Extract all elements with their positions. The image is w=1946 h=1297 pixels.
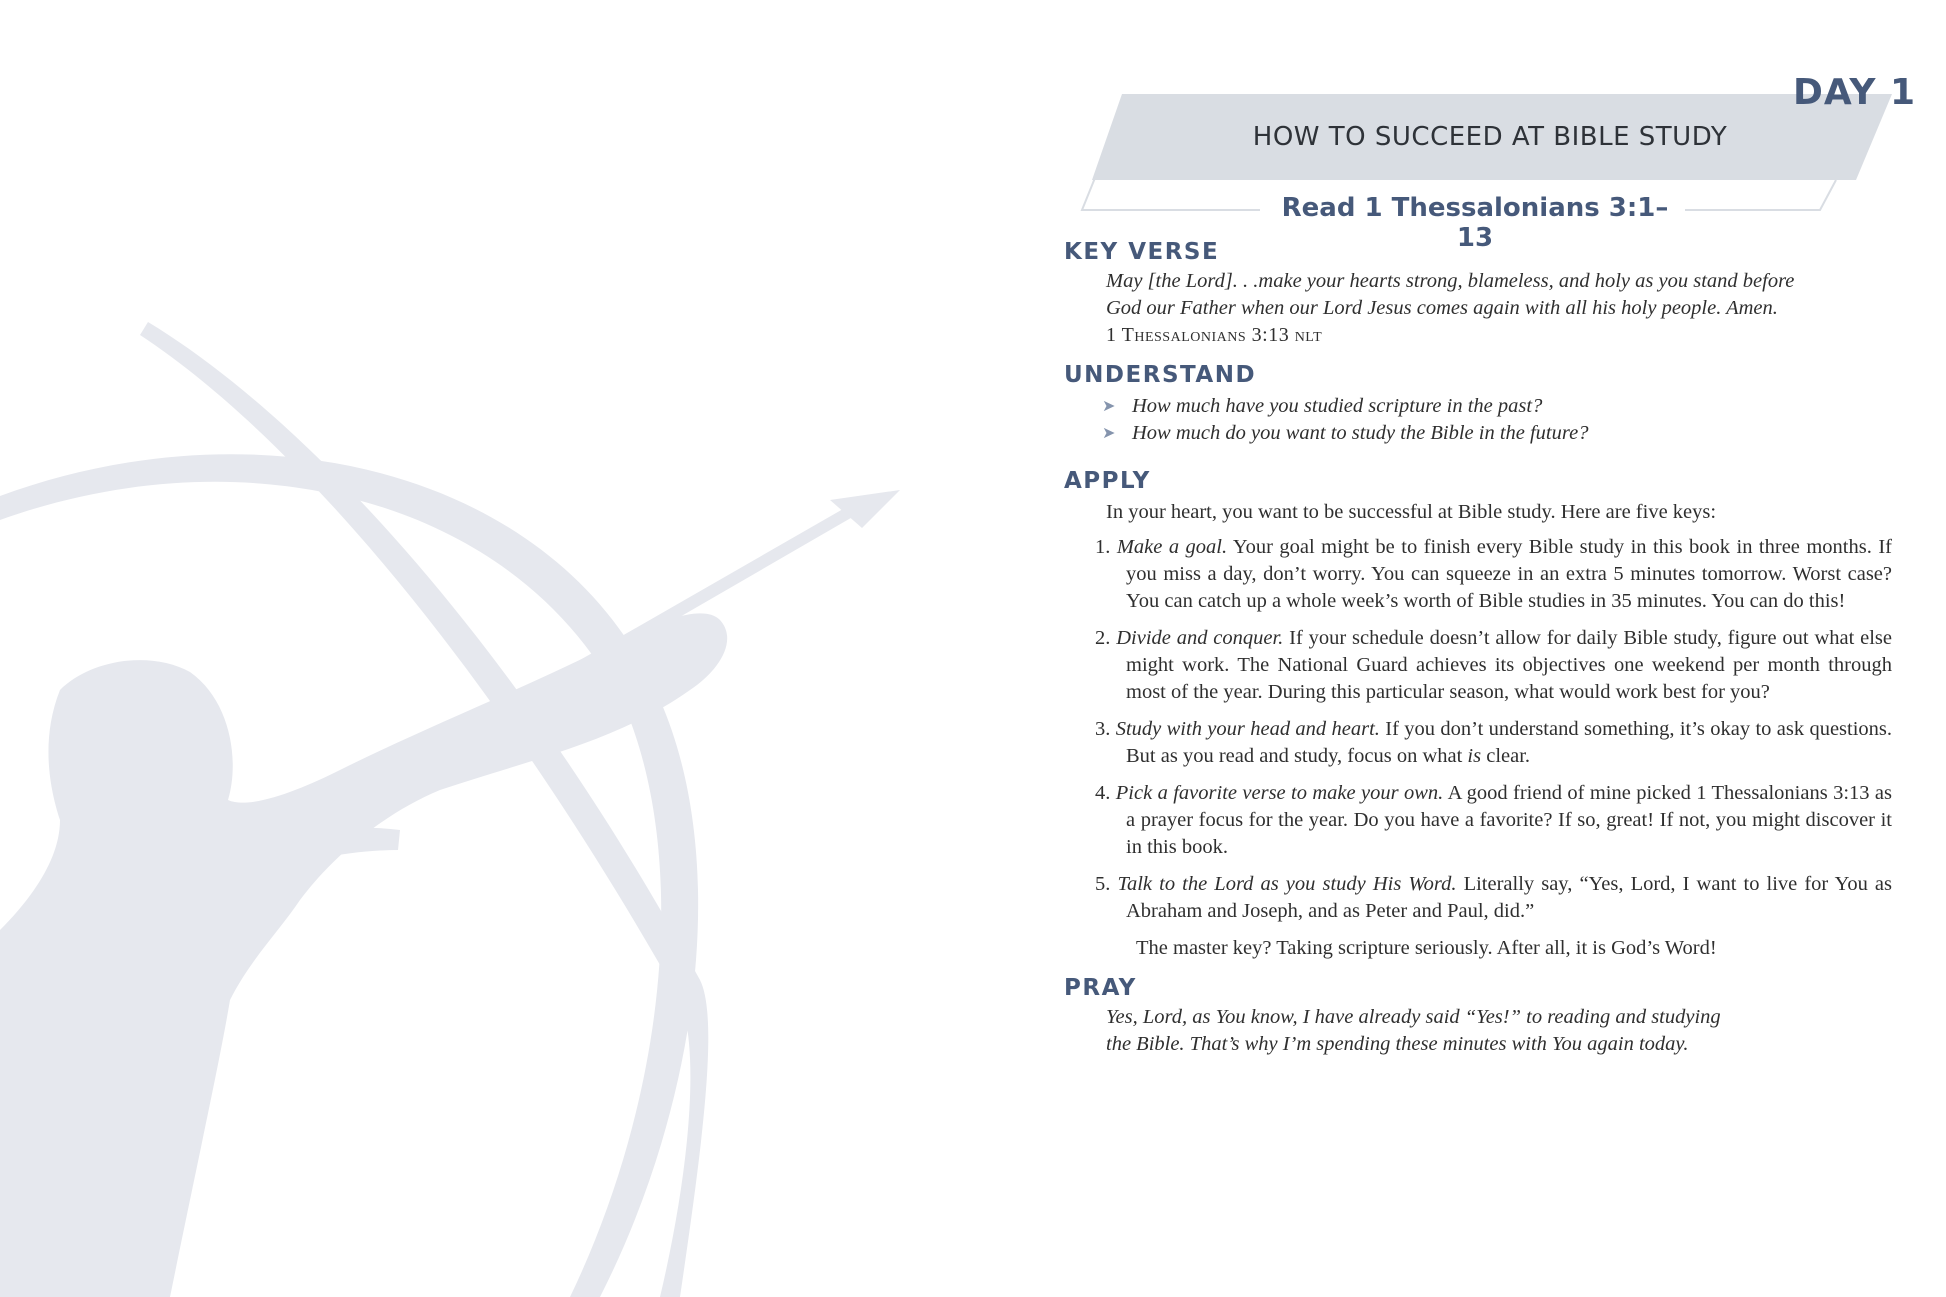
study-title: HOW TO SUCCEED AT BIBLE STUDY bbox=[1252, 122, 1728, 152]
reading-reference: Read 1 Thessalonians 3:1–13 bbox=[1265, 193, 1685, 253]
study-content bbox=[1064, 236, 1892, 1068]
apply-intro: In your heart, you want to be successful at Bible study. Here are five keys: bbox=[1106, 501, 1717, 523]
master-key-text: The master key? Taking scripture seriously. After all, it is God’s Word! bbox=[1136, 937, 1717, 959]
arrow-bullet-icon: ➤ bbox=[1102, 425, 1116, 442]
list-item: ➤ How much have you studied scripture in the past? bbox=[1102, 393, 1892, 420]
list-item: 1. Make a goal. Your goal might be to finish every Bible study in this book in three months. If you miss a day, don’t worry. You can squeeze in an extra 5 minutes tomorrow. Worst case? You can catch up a whole week’s worth of Bible studies in 35 minutes. You can do this! bbox=[1095, 536, 1892, 612]
understand-heading: UNDERSTAND bbox=[1064, 362, 1257, 388]
key-verse-section bbox=[1064, 236, 1892, 349]
keys-list bbox=[1064, 534, 1892, 925]
understand-section bbox=[1064, 359, 1892, 447]
apply-heading: APPLY bbox=[1064, 468, 1151, 494]
prayer-line-1: Yes, Lord, as You know, I have already said “Yes!” to reading and studying bbox=[1106, 1006, 1721, 1028]
list-item: ➤ How much do you want to study the Bible in the future? bbox=[1102, 420, 1892, 447]
key-verse-reference: 1 Thessalonians 3:13 nlt bbox=[1106, 324, 1323, 346]
archer-illustration bbox=[0, 0, 960, 1297]
study-page bbox=[1050, 0, 1946, 1297]
pray-section bbox=[1064, 972, 1892, 1058]
pray-heading: PRAY bbox=[1064, 975, 1137, 1001]
key-verse-heading: KEY VERSE bbox=[1064, 239, 1220, 265]
key-verse-line-1: May [the Lord]. . .make your hearts strong, blameless, and holy as you stand before bbox=[1106, 270, 1795, 292]
list-item: 5. Talk to the Lord as you study His Word. Literally say, “Yes, Lord, I want to live for You as Abraham and Joseph, and as Peter and Paul, did.” bbox=[1095, 873, 1893, 922]
list-item: 4. Pick a favorite verse to make your own. A good friend of mine picked 1 Thessalonians 3:13 as a prayer focus for the year. Do you have a favorite? If so, great! If not, you might discover it in this book. bbox=[1095, 782, 1892, 858]
day-label: DAY 1 bbox=[1793, 72, 1916, 113]
arrow-bullet-icon: ➤ bbox=[1102, 398, 1116, 415]
apply-section bbox=[1064, 465, 1892, 962]
list-item: 2. Divide and conquer. If your schedule doesn’t allow for daily Bible study, figure out what else might work. The National Guard achieves its objectives one weekend per month through most of the year. During this particular season, what would work best for you? bbox=[1095, 627, 1893, 703]
list-item: 3. Study with your head and heart. If you don’t understand something, it’s okay to ask questions. But as you read and study, focus on what is clear. bbox=[1095, 718, 1893, 767]
prayer-line-2: the Bible. That’s why I’m spending these minutes with You again today. bbox=[1106, 1033, 1689, 1055]
key-verse-line-2: God our Father when our Lord Jesus comes again with all his holy people. Amen. bbox=[1106, 297, 1778, 319]
banner-outline-right bbox=[1660, 180, 1836, 210]
question-list bbox=[1064, 393, 1892, 447]
